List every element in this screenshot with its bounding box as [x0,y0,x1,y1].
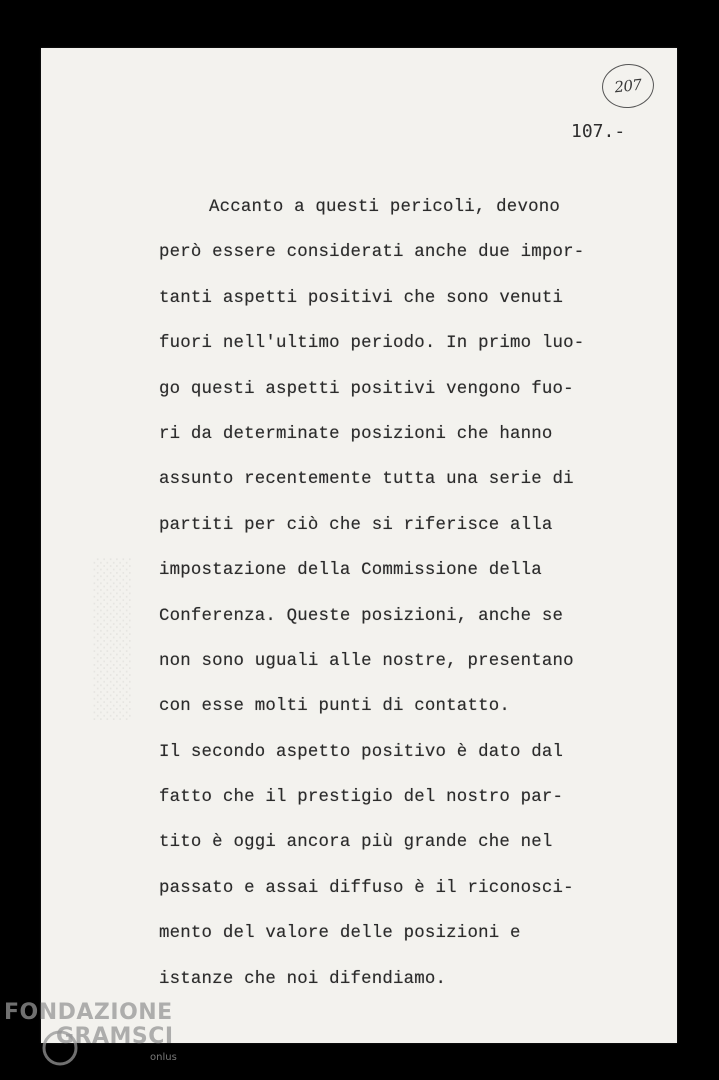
text-line: partiti per ciò che si riferisce alla [159,515,553,535]
text-line: fatto che il prestigio del nostro par- [159,788,564,808]
text-line: mento del valore delle posizioni e [159,924,521,944]
text-line: tito è oggi ancora più grande che nel [159,833,553,853]
bleed-through-shadow: ░░░░░░░░ [95,556,133,720]
text-line: impostazione della Commissione della [159,561,542,581]
text-line: passato e assai diffuso è il riconosci- [159,878,574,898]
watermark-line-1: FONDAZIONE [4,1000,173,1025]
watermark-line-3: onlus [150,1052,177,1063]
watermark-line-2: GRAMSCI [56,1024,174,1049]
page-number: 107.- [571,121,626,142]
text-line: però essere considerati anche due impor- [159,243,585,263]
typed-text-body [159,185,659,1002]
archive-number: 207 [613,75,643,97]
text-line: con esse molti punti di contatto. [159,697,510,717]
text-line: Il secondo aspetto positivo è dato dal [159,742,564,762]
text-line: ri da determinate posizioni che hanno [159,424,553,444]
text-line: Conferenza. Queste posizioni, anche se [159,606,564,626]
fondazione-gramsci-watermark [4,1000,204,1078]
text-line: fuori nell'ultimo periodo. In primo luo- [159,334,585,354]
text-line: assunto recentemente tutta una serie di [159,470,574,490]
text-line: istanze che noi difendiamo. [159,969,447,989]
text-line: go questi aspetti positivi vengono fuo- [159,379,574,399]
text-line: tanti aspetti positivi che sono venuti [159,288,564,308]
text-line: non sono uguali alle nostre, presentano [159,651,574,671]
text-line: Accanto a questi pericoli, devono [209,198,560,217]
